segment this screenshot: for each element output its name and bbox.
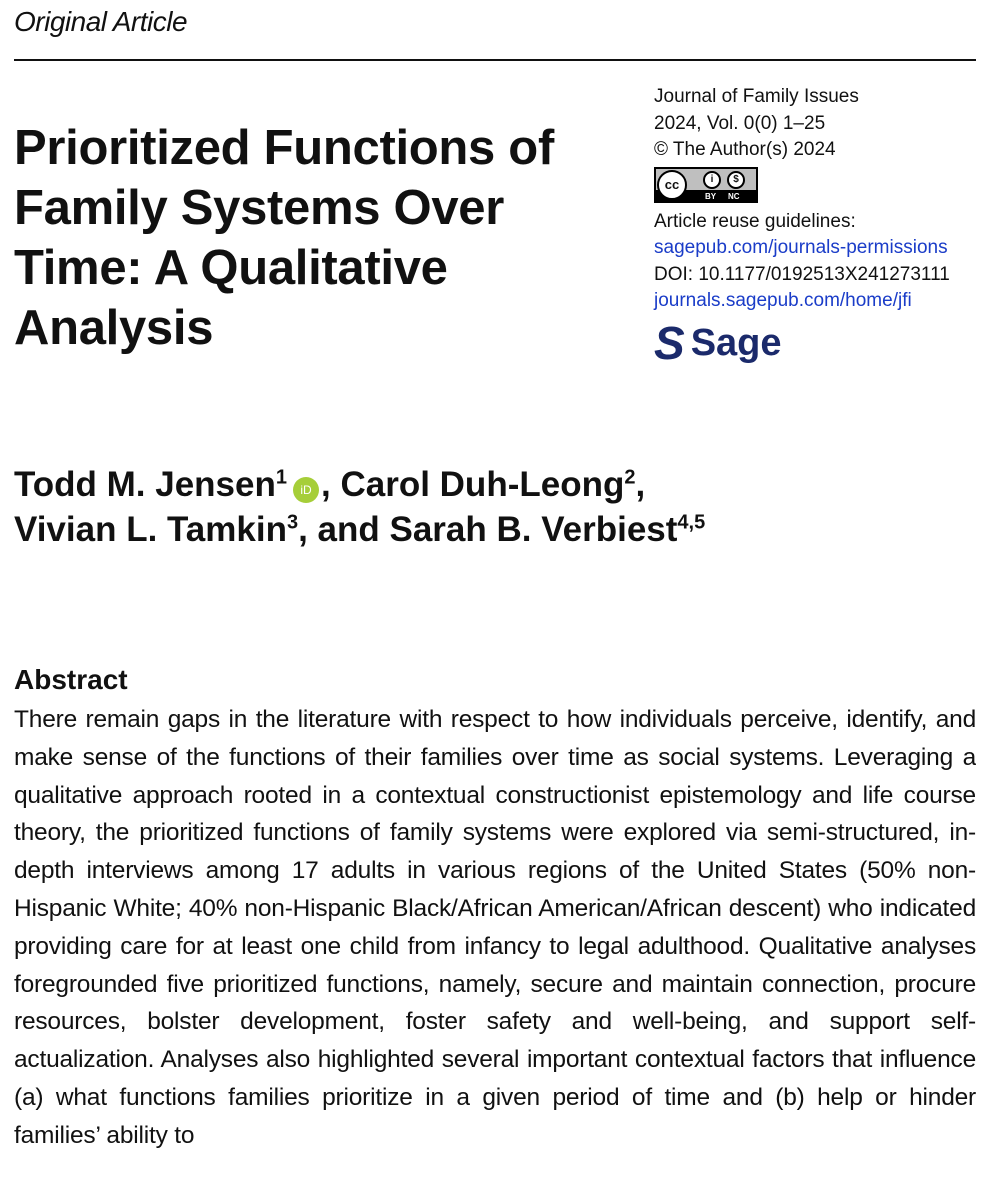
doi: DOI: 10.1177/0192513X241273111 — [654, 263, 950, 285]
article-title — [14, 118, 614, 358]
attribution-icon: i — [703, 171, 721, 189]
title-line: Prioritized Functions of — [14, 121, 554, 175]
abstract-body: There remain gaps in the literature with respect to how individuals perceive, identify, and make sense of the functions of their families over time as social systems. Leveraging a qualitative approach rooted in a contextual constructionist epistemology and life course theory, the prioritized functions of family systems were explored via semi-structured, in-depth interviews among 17 adults in various regions of the United States (50% non-Hispanic White; 40% non-Hispanic Black/African American/African descent) who indicated providing care for at least one child from infancy to legal adulthood. Qualitative analyses foregrounded five prioritized functions, namely, secure and maintain connection, procure resources, bolster development, foster safety and well-being, and support self-actualization. Analyses also highlighted several important contextual factors that influence (a) what functions families prioritize in a given period of time and (b) help or hinder families’ ability to — [14, 706, 976, 1149]
sage-s-icon: S — [654, 316, 685, 369]
author-affiliation: 1 — [275, 466, 287, 489]
reuse-guidelines-label: Article reuse guidelines: — [654, 210, 856, 232]
journal-info — [654, 84, 984, 369]
author-name: Carol Duh-Leong — [340, 465, 625, 504]
noncommercial-icon: $ — [727, 171, 745, 189]
nc-label: NC — [728, 191, 740, 201]
title-line: Family Systems Over — [14, 181, 505, 235]
by-label: BY — [705, 191, 717, 201]
cc-license-badge[interactable] — [654, 167, 758, 203]
journal-volume: 2024, Vol. 0(0) 1–25 — [654, 112, 826, 134]
header-rule — [14, 59, 976, 61]
journal-home-link[interactable]: journals.sagepub.com/home/jfi — [654, 290, 912, 311]
cc-icon: cc — [657, 170, 687, 200]
copyright-notice: © The Author(s) 2024 — [654, 139, 836, 160]
abstract-heading: Abstract — [14, 664, 128, 695]
permissions-link[interactable]: sagepub.com/journals-permissions — [654, 237, 948, 258]
author-affiliation: 3 — [286, 511, 299, 534]
author-list — [14, 462, 974, 552]
title-line: Analysis — [14, 301, 214, 355]
author-affiliation: 2 — [624, 466, 636, 489]
sage-logo — [654, 316, 984, 369]
author-separator: , — [635, 465, 646, 504]
orcid-icon[interactable]: iD — [293, 477, 319, 503]
author-affiliation: 4,5 — [677, 511, 706, 534]
author-separator: , and — [298, 510, 390, 549]
author-name: Sarah B. Verbiest — [389, 510, 678, 549]
author-separator: , — [321, 465, 331, 504]
author-name: Todd M. Jensen — [14, 465, 276, 504]
author-name: Vivian L. Tamkin — [14, 510, 287, 549]
title-line: Time: A Qualitative — [14, 241, 448, 295]
article-type-label: Original Article — [14, 6, 188, 37]
journal-name: Journal of Family Issues — [654, 86, 859, 107]
sage-wordmark: Sage — [690, 321, 782, 364]
